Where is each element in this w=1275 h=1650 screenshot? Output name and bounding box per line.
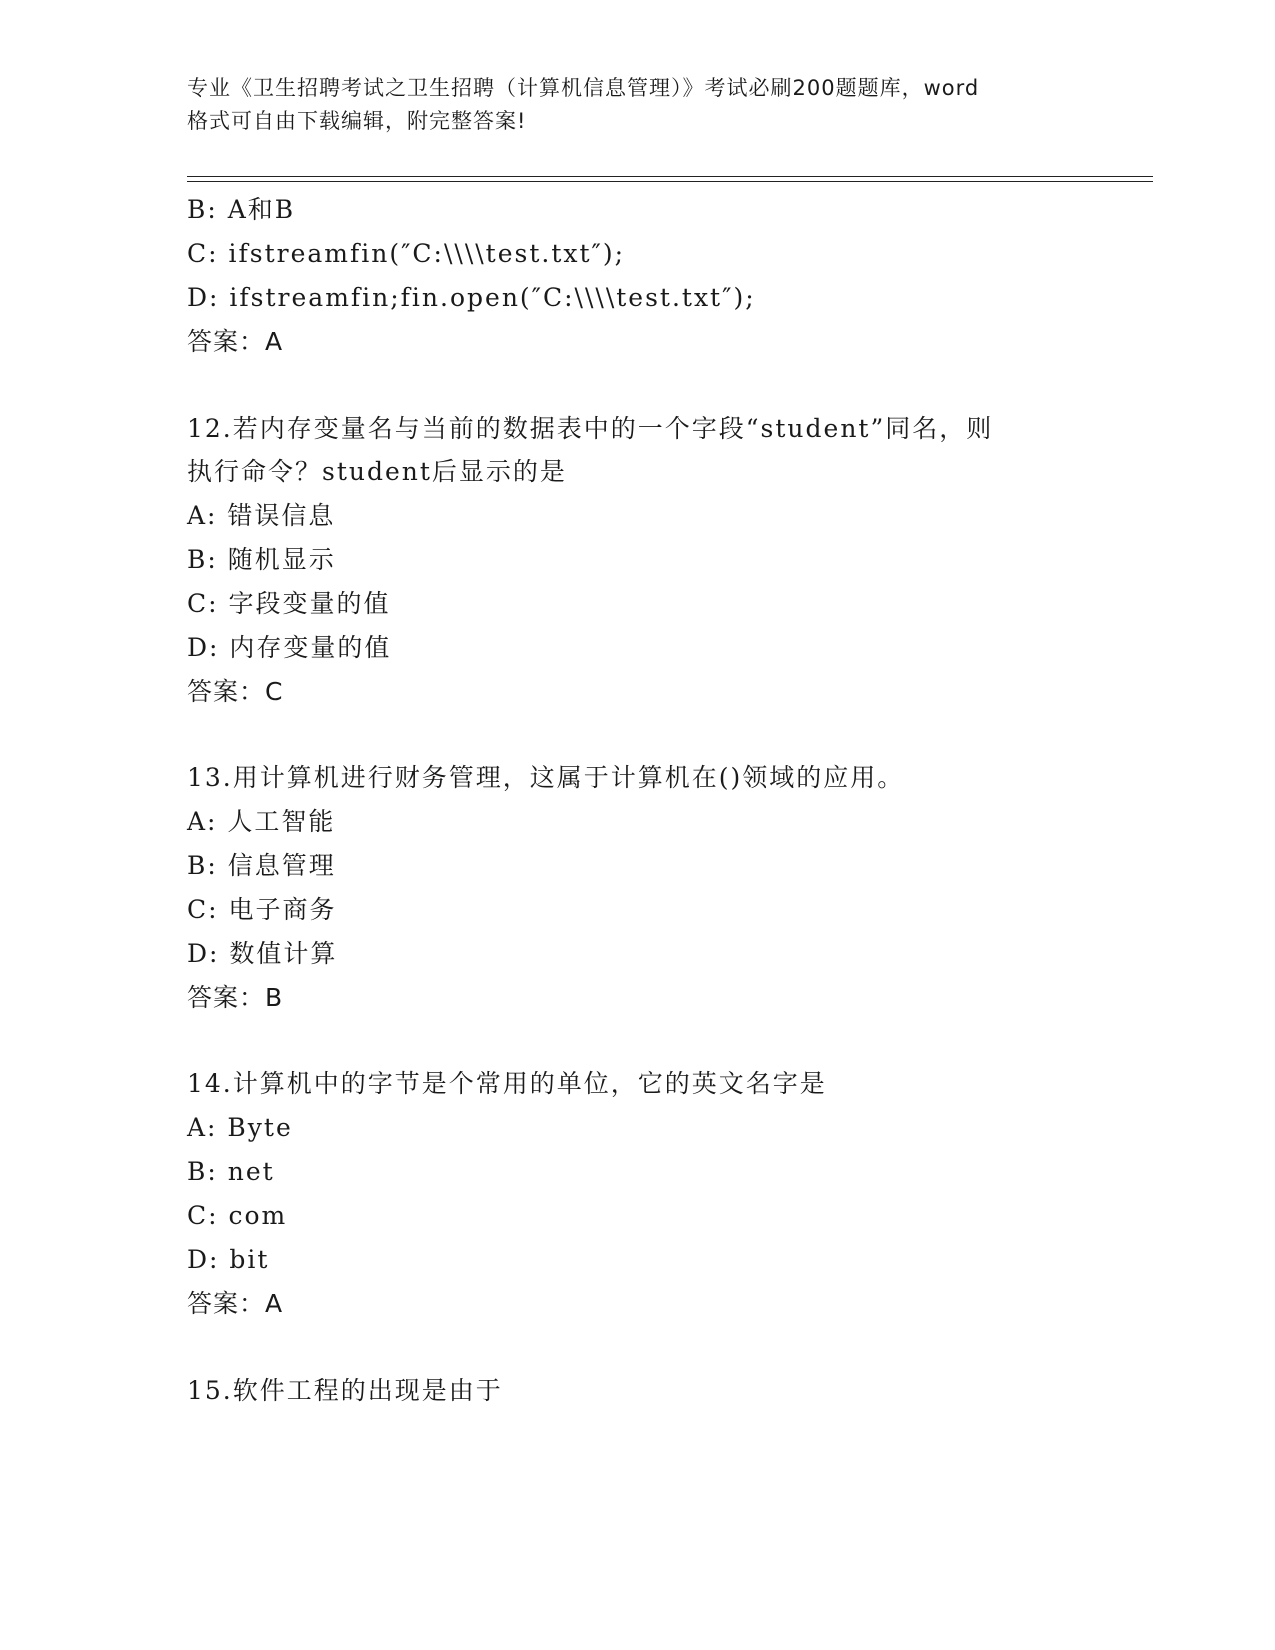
prev-answer: 答案：A [187, 327, 284, 356]
q12-option-c: C: 字段变量的值 [187, 589, 391, 618]
q13-option-a: A: 人工智能 [187, 807, 336, 836]
q12-answer: 答案：C [187, 677, 284, 706]
q14-answer: 答案：A [187, 1289, 284, 1318]
q14-option-c: C: com [187, 1201, 288, 1230]
q13-option-d: D: 数值计算 [187, 939, 338, 968]
q13-option-b: B: 信息管理 [187, 851, 336, 880]
q12-option-d: D: 内存变量的值 [187, 633, 392, 662]
q12-option-a: A: 错误信息 [187, 501, 336, 530]
q14-option-d: D: bit [187, 1245, 270, 1274]
prev-option-c: C: ifstreamfin(″C:\\\\test.txt″); [187, 239, 626, 268]
q15-stem: 15.软件工程的出现是由于 [187, 1376, 503, 1405]
header-divider-top [187, 176, 1153, 177]
q14-option-b: B: net [187, 1157, 275, 1186]
header-line-2: 格式可自由下载编辑，附完整答案! [187, 109, 527, 133]
prev-option-b: B: A和B [187, 195, 296, 224]
q13-option-c: C: 电子商务 [187, 895, 337, 924]
prev-option-d: D: ifstreamfin;fin.open(″C:\\\\test.txt″); [187, 283, 756, 312]
q13-answer: 答案：B [187, 983, 284, 1012]
q12-stem-line-2: 执行命令？student后显示的是 [187, 457, 567, 486]
q14-option-a: A: Byte [187, 1113, 293, 1142]
q14-stem: 14.计算机中的字节是个常用的单位，它的英文名字是 [187, 1069, 827, 1098]
header-line-1: 专业《卫生招聘考试之卫生招聘（计算机信息管理）》考试必刷200题题库，word [187, 76, 980, 100]
q12-stem-line-1: 12.若内存变量名与当前的数据表中的一个字段“student”同名，则 [187, 414, 994, 443]
q12-option-b: B: 随机显示 [187, 545, 336, 574]
q13-stem: 13.用计算机进行财务管理，这属于计算机在()领域的应用。 [187, 763, 905, 792]
header-divider-bottom [187, 181, 1153, 182]
document-header [187, 72, 1097, 138]
